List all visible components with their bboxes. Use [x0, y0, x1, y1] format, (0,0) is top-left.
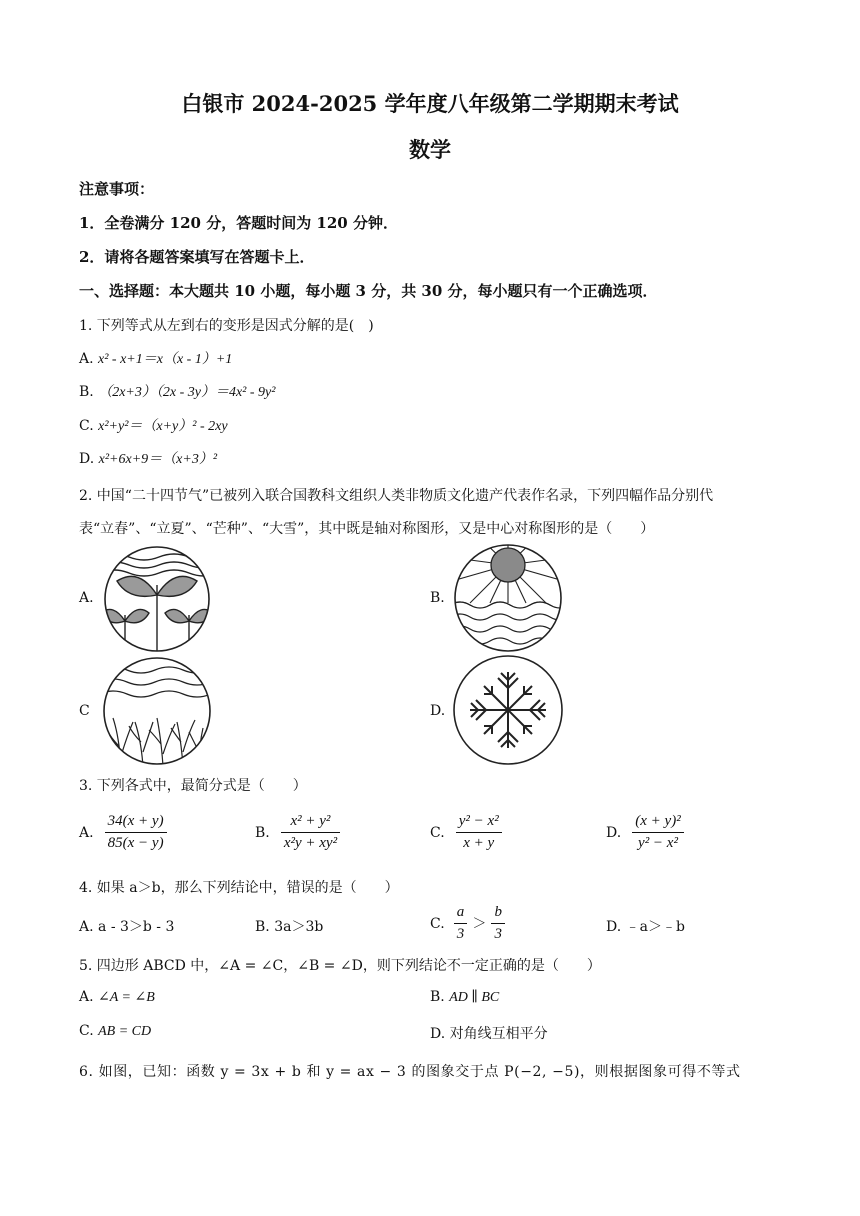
option-label: C. — [430, 916, 445, 932]
option-text: 对角线互相平分 — [449, 1026, 548, 1042]
numerator: y² − x² — [456, 813, 502, 833]
option-label: C. — [79, 418, 94, 434]
question-3-option-b — [255, 813, 340, 852]
question-5-option-b — [430, 989, 499, 1006]
question-2-stem-line1: 2. 中国“二十四节气”已被列入联合国教科文组织人类非物质文化遗产代表作名录，下列四幅作品分别代 — [79, 488, 714, 504]
fraction — [105, 813, 167, 852]
option-label: D. — [79, 451, 95, 467]
denominator: 3 — [456, 926, 465, 942]
question-4-option-a — [79, 916, 174, 936]
numerator: (x + y)² — [632, 813, 683, 833]
option-label: A. — [79, 351, 94, 367]
option-text: x²+6x+9＝（x+3）² — [98, 452, 218, 467]
option-label: A. — [79, 989, 94, 1005]
subject-title: 数学 — [409, 137, 451, 162]
denominator: x + y — [463, 835, 495, 851]
question-3-stem: 3. 下列各式中，最简分式是（ ） — [79, 778, 307, 794]
option-label: B. — [79, 384, 94, 400]
question-2-stem-line2: 表“立春”、“立夏”、“芒种”、“大雪”，其中既是轴对称图形，又是中心对称图形的是（ ） — [79, 521, 655, 537]
question-4-option-d — [606, 916, 685, 936]
question-5-option-a — [79, 989, 155, 1006]
fraction — [632, 813, 683, 852]
question-1-option-b — [79, 381, 275, 401]
question-2-label-a: A. — [79, 590, 94, 606]
option-text: a - 3＞b - 3 — [98, 919, 175, 935]
option-label: D. — [606, 825, 622, 841]
grass-waves-circle-icon — [99, 656, 215, 766]
page-title: 白银市 2024-2025 学年度八年级第二学期期末考试 — [181, 91, 679, 116]
question-5-option-c — [79, 1023, 151, 1040]
option-text: 3a＞3b — [274, 919, 324, 935]
notice-heading: 注意事项： — [79, 180, 155, 198]
option-label: C. — [430, 825, 445, 841]
option-text: x²+y²＝（x+y）² - 2xy — [98, 419, 228, 434]
question-4-stem: 4. 如果 a＞b，那么下列结论中，错误的是（ ） — [79, 880, 399, 896]
fraction — [454, 904, 468, 943]
sprout-circle-icon — [99, 545, 215, 653]
snowflake-circle-icon — [450, 654, 566, 766]
numerator: a — [454, 904, 468, 924]
section-heading: 一、选择题：本大题共 10 小题，每小题 3 分，共 30 分，每小题只有一个正确选项． — [79, 282, 658, 300]
notice-item-2: 2．请将各题答案填写在答题卡上． — [79, 248, 315, 266]
question-2-label-b: B. — [430, 590, 445, 606]
notice-item-1: 1．全卷满分 120 分，答题时间为 120 分钟． — [79, 214, 398, 232]
question-1-option-a — [79, 348, 232, 368]
denominator: x²y + xy² — [283, 835, 338, 851]
numerator: x² + y² — [281, 813, 340, 833]
question-3-option-a — [79, 813, 167, 852]
question-4-option-c — [430, 904, 505, 943]
option-label: B. — [255, 919, 270, 935]
option-text: ﹣a＞﹣b — [625, 919, 685, 935]
denominator: 85(x − y) — [107, 835, 164, 851]
option-label: A. — [79, 825, 94, 841]
question-2-label-c: C — [79, 703, 90, 719]
numerator: b — [491, 904, 505, 924]
fraction — [456, 813, 502, 852]
fraction — [491, 904, 505, 943]
question-1-option-d — [79, 448, 217, 468]
fraction — [281, 813, 340, 852]
option-text: ∠A = ∠B — [98, 990, 155, 1005]
option-label: D. — [606, 919, 622, 935]
option-label: B. — [430, 989, 445, 1005]
option-label: D. — [430, 1026, 446, 1042]
question-1-option-c — [79, 415, 228, 435]
option-label: B. — [255, 825, 270, 841]
option-label: A. — [79, 919, 94, 935]
question-6-stem: 6. 如图，已知：函数 y = 3x + b 和 y = ax − 3 的图象交于点 P(−2, −5)，则根据图象可得不等式 — [79, 1064, 741, 1080]
inequality-sign: ＞ — [472, 916, 487, 932]
option-text: AD ∥ BC — [449, 990, 500, 1005]
denominator: 3 — [494, 926, 502, 942]
question-5-stem: 5. 四边形 ABCD 中，∠A = ∠C，∠B = ∠D，则下列结论不一定正确的是（ ） — [79, 958, 601, 974]
denominator: y² − x² — [638, 835, 678, 851]
question-3-option-d — [606, 813, 684, 852]
question-4-option-b — [255, 916, 323, 936]
question-5-option-d — [430, 1023, 548, 1043]
sun-waves-circle-icon — [450, 543, 566, 653]
question-2-label-d: D. — [430, 703, 446, 719]
option-text: （2x+3）（2x - 3y）＝4x² - 9y² — [98, 385, 276, 400]
question-1-stem: 1. 下列等式从左到右的变形是因式分解的是( ) — [79, 318, 374, 334]
question-3-option-c — [430, 813, 502, 852]
option-label: C. — [79, 1023, 94, 1039]
option-text: x² - x+1＝x（x - 1）+1 — [98, 352, 233, 367]
numerator: 34(x + y) — [105, 813, 167, 833]
option-text: AB = CD — [98, 1024, 152, 1039]
